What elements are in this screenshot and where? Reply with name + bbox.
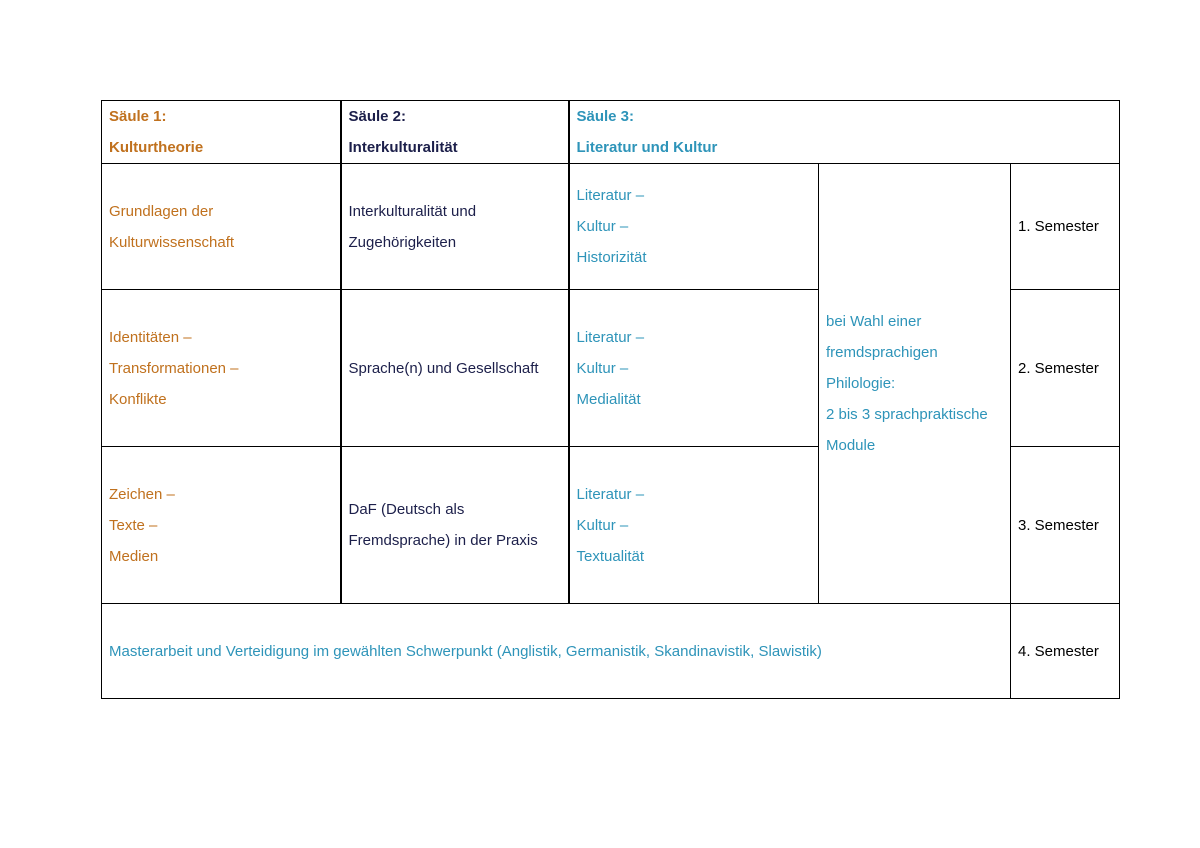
pillar-3-subtitle: Literatur und Kultur bbox=[576, 139, 718, 156]
semester-label: 3. Semester bbox=[1011, 447, 1120, 604]
module-text: Fremdsprache) in der Praxis bbox=[348, 532, 538, 549]
module-text: Kultur – bbox=[576, 359, 629, 377]
module-text: Medien bbox=[109, 547, 159, 565]
module-cell bbox=[569, 164, 819, 290]
module-text: Grundlagen der bbox=[109, 202, 214, 220]
module-cell bbox=[569, 447, 819, 604]
module-text: Kultur – bbox=[576, 218, 629, 235]
pillar-2-title: Säule 2: bbox=[348, 108, 407, 125]
curriculum-table bbox=[101, 100, 1120, 699]
pillar-3-header bbox=[569, 101, 1120, 164]
semester-label: 4. Semester bbox=[1011, 604, 1120, 699]
pillar-3-title: Säule 3: bbox=[576, 108, 635, 125]
philology-note-text: Philologie: bbox=[826, 375, 896, 392]
semester-1-row bbox=[102, 164, 1120, 290]
module-text: Texte – bbox=[109, 516, 158, 534]
thesis-text: Masterarbeit und Verteidigung im gewählten Schwerpunkt (Anglistik, Germanistik, Skandinavistik, Slawistik) bbox=[102, 604, 1011, 699]
module-text: Literatur – bbox=[576, 328, 645, 346]
module-text: Kultur – bbox=[576, 516, 629, 534]
pillar-1-title: Säule 1: bbox=[109, 108, 167, 125]
philology-note-text: 2 bis 3 sprachpraktische bbox=[826, 406, 988, 423]
module-cell bbox=[569, 290, 819, 447]
pillar-1-subtitle: Kulturtheorie bbox=[109, 139, 204, 156]
pillar-2-header bbox=[341, 101, 569, 164]
semester-label: 2. Semester bbox=[1011, 290, 1120, 447]
module-text: Zugehörigkeiten bbox=[348, 233, 457, 251]
module-cell bbox=[102, 164, 341, 290]
module-text: Transformationen – bbox=[109, 359, 239, 377]
module-text: Sprache(n) und Gesellschaft bbox=[348, 359, 539, 377]
module-text: Literatur – bbox=[576, 485, 645, 503]
module-text: Medialität bbox=[576, 390, 641, 408]
philology-note-text: bei Wahl einer bbox=[826, 313, 922, 330]
module-cell bbox=[341, 164, 569, 290]
module-cell bbox=[102, 290, 341, 447]
thesis-row bbox=[102, 604, 1120, 699]
pillar-1-header bbox=[102, 101, 341, 164]
pillar-2-subtitle: Interkulturalität bbox=[348, 139, 458, 156]
module-text: DaF (Deutsch als bbox=[348, 501, 465, 518]
module-text: Historizität bbox=[576, 249, 647, 266]
module-text: Zeichen – bbox=[109, 485, 175, 503]
module-text: Textualität bbox=[576, 547, 645, 565]
philology-note-cell bbox=[819, 164, 1011, 604]
module-text: Identitäten – bbox=[109, 328, 192, 346]
module-cell bbox=[341, 290, 569, 447]
module-text: Literatur – bbox=[576, 187, 645, 204]
philology-note-text: fremdsprachigen bbox=[826, 344, 938, 361]
module-text: Interkulturalität und bbox=[348, 202, 477, 220]
semester-label: 1. Semester bbox=[1011, 164, 1120, 290]
module-text: Kulturwissenschaft bbox=[109, 233, 235, 251]
header-row bbox=[102, 101, 1120, 164]
module-cell bbox=[102, 447, 341, 604]
philology-note-text: Module bbox=[826, 437, 876, 454]
module-cell bbox=[341, 447, 569, 604]
module-text: Konflikte bbox=[109, 390, 167, 408]
